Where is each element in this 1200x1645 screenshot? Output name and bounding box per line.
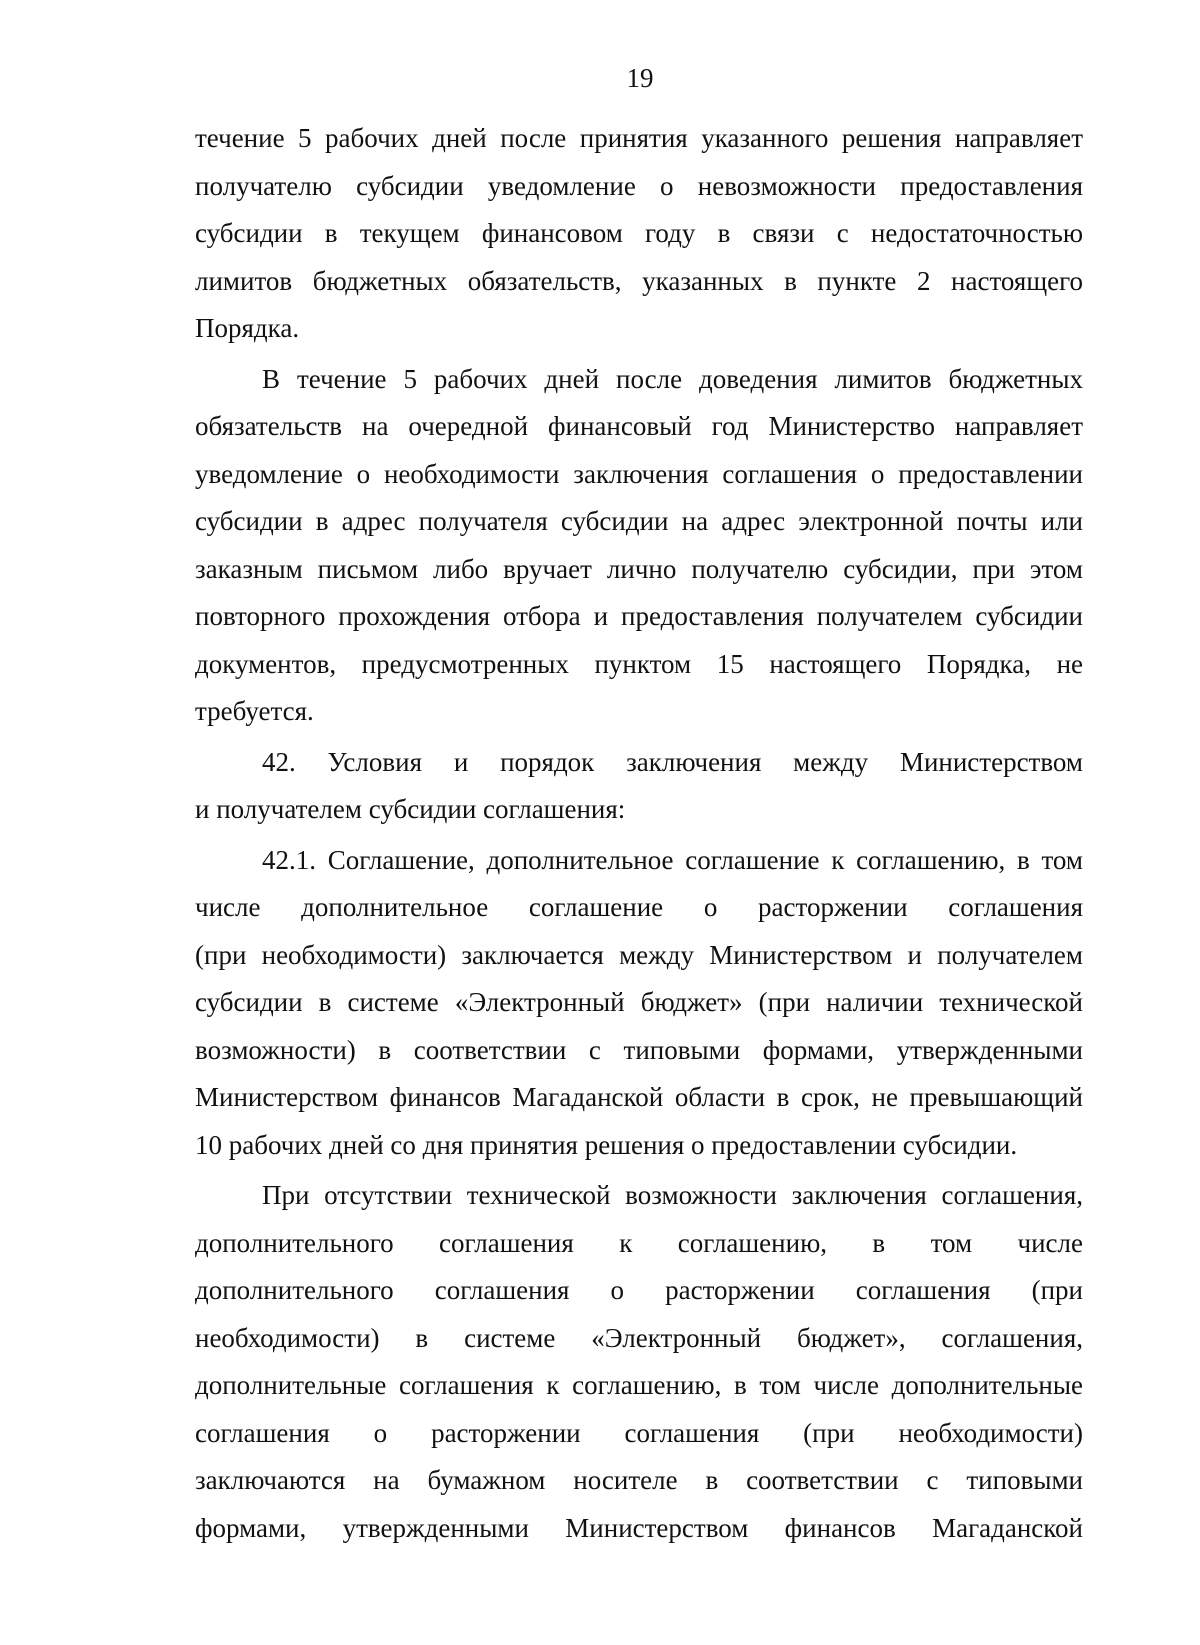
text-line: субсидии в текущем финансовом году в связи с недостаточностью — [195, 218, 1083, 248]
text-line: формами, утвержденными Министерством финансов Магаданской — [195, 1512, 1083, 1543]
text-line: лимитов бюджетных обязательств, указанных в пункте 2 настоящего — [195, 265, 1083, 296]
text-line: 42.1. Соглашение, дополнительное соглашение к соглашению, в том — [262, 844, 1083, 875]
page-number: 19 — [626, 63, 654, 93]
text-line: возможности) в соответствии с типовыми формами, утвержденными — [195, 1034, 1083, 1065]
text-line: При отсутствии технической возможности заключения соглашения, — [262, 1180, 1083, 1210]
text-line: 42. Условия и порядок заключения между Министерством — [262, 746, 1083, 777]
text-line: повторного прохождения отбора и предоставления получателем субсидии — [195, 601, 1083, 631]
text-line: получателю субсидии уведомление о невозможности предоставления — [195, 170, 1083, 201]
text-line: субсидии в адрес получателя субсидии на адрес электронной почты или — [195, 506, 1083, 536]
text-line: и получателем субсидии соглашения: — [195, 794, 626, 824]
text-line: Порядка. — [195, 313, 300, 343]
text-line: соглашения о расторжении соглашения (при необходимости) — [195, 1417, 1083, 1448]
text-line: 10 рабочих дней со дня принятия решения о предоставлении субсидии. — [195, 1129, 1018, 1160]
paragraph-notification — [195, 356, 1083, 736]
document-body — [195, 115, 1083, 1552]
text-line: требуется. — [195, 696, 314, 726]
text-line: заказным письмом либо вручает лично получателю субсидии, при этом — [195, 553, 1083, 584]
text-line: уведомление о необходимости заключения соглашения о предоставлении — [195, 458, 1083, 489]
text-line: В течение 5 рабочих дней после доведения лимитов бюджетных — [262, 363, 1083, 394]
text-line: числе дополнительное соглашение о расторжении соглашения — [195, 892, 1083, 922]
paragraph-section-42-1 — [195, 837, 1083, 1170]
paragraph-paper-agreement — [195, 1172, 1083, 1552]
paragraph-continuation — [195, 115, 1083, 353]
text-line: дополнительные соглашения к соглашению, в том числе дополнительные — [195, 1370, 1083, 1400]
text-line: необходимости) в системе «Электронный бюджет», соглашения, — [195, 1322, 1083, 1353]
text-line: заключаются на бумажном носителе в соответствии с типовыми — [195, 1465, 1083, 1495]
text-line: дополнительного соглашения о расторжении соглашения (при — [195, 1275, 1083, 1305]
text-line: Министерством финансов Магаданской области в срок, не превышающий — [195, 1082, 1083, 1112]
text-line: дополнительного соглашения к соглашению, в том числе — [195, 1227, 1083, 1258]
text-line: субсидии в системе «Электронный бюджет» (при наличии технической — [195, 987, 1083, 1017]
text-line: обязательств на очередной финансовый год Министерство направляет — [195, 411, 1083, 441]
paragraph-section-42 — [195, 739, 1083, 834]
text-line: (при необходимости) заключается между Министерством и получателем — [195, 939, 1083, 970]
text-line: документов, предусмотренных пунктом 15 настоящего Порядка, не — [195, 648, 1083, 679]
text-line: течение 5 рабочих дней после принятия указанного решения направляет — [195, 123, 1083, 153]
